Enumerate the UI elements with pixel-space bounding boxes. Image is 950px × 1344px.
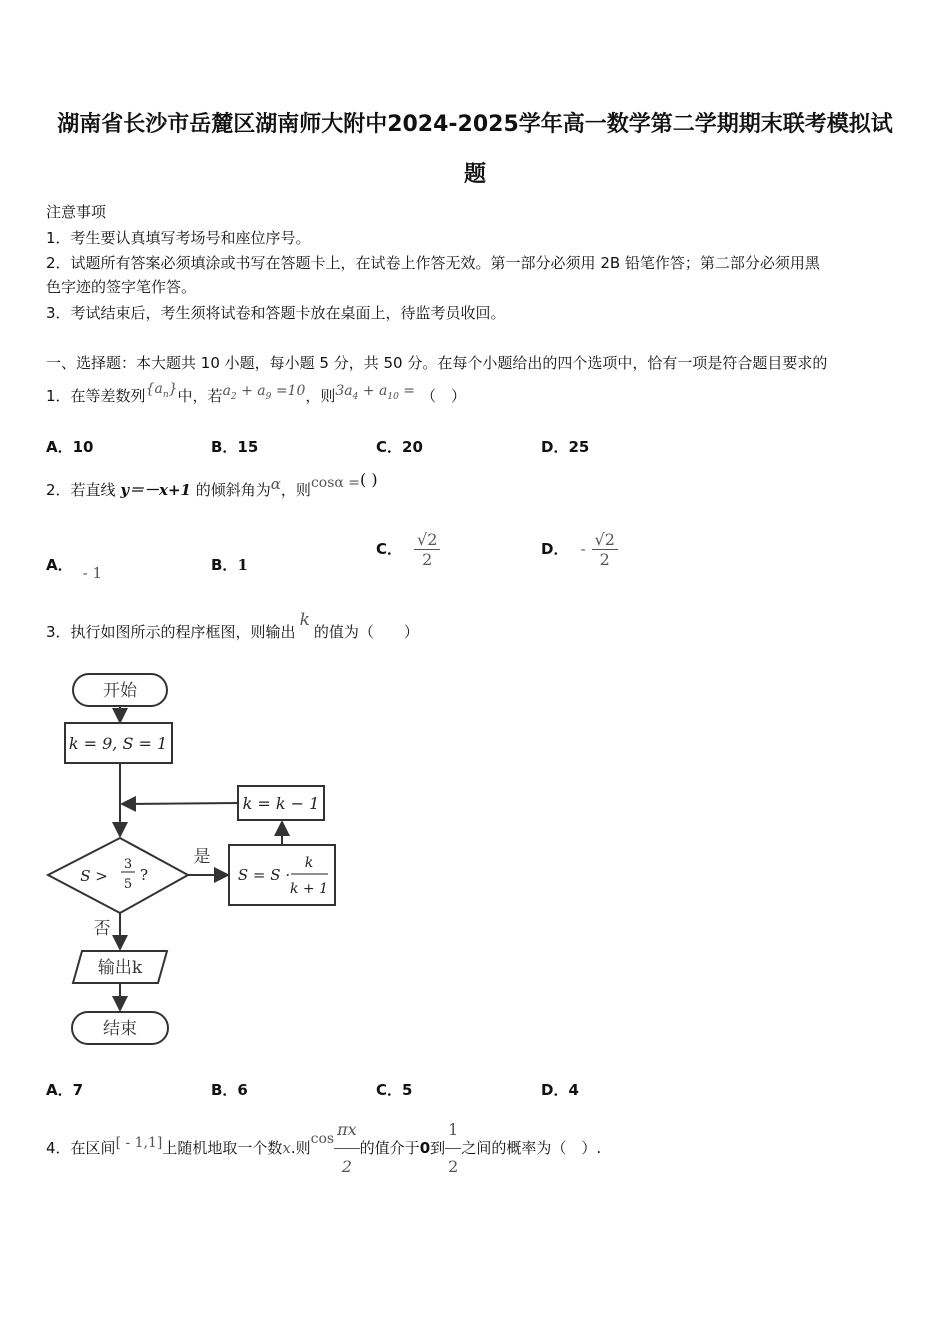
q1-option-b[interactable]: B．15: [211, 438, 259, 456]
q4-fraction: $\frac{\pi x}{2}$: [334, 1112, 360, 1185]
q4-zero: 0: [419, 1139, 431, 1157]
flow-condition-q: ?: [139, 866, 149, 884]
q1-expression: $3a_4 + a_{10}$ =: [335, 383, 416, 402]
q1-sequence: $\{a_n\}$: [145, 381, 178, 400]
question-1: [46, 378, 466, 421]
q4-var-x: x: [282, 1139, 291, 1157]
q4-text-f: 之间的概率为（ ）.: [461, 1139, 602, 1157]
q3-number: 3．: [46, 623, 71, 641]
q3-var-k: k: [299, 610, 310, 630]
q2-text-b: 的倾斜角为: [191, 481, 271, 499]
notice-item-1: 1．考生要认真填写考场号和座位序号。: [46, 229, 311, 247]
q1-option-a[interactable]: A．10: [46, 438, 94, 456]
q3-option-d[interactable]: D．4: [541, 1081, 579, 1099]
q1-condition: $a_2 + a_9 =10$: [222, 383, 306, 402]
q4-cos: cos: [310, 1131, 335, 1147]
question-2: [46, 472, 378, 509]
question-4: [46, 1112, 601, 1185]
q2-answer-paren: ( ): [360, 470, 378, 489]
question-3: [46, 610, 419, 650]
q4-text-d: 的值介于: [359, 1139, 420, 1157]
q2-number: 2．: [46, 481, 71, 499]
q4-interval: [ - 1,1]: [115, 1135, 163, 1151]
q1-option-c[interactable]: C．20: [376, 438, 423, 456]
notice-item-2-cont: 色字迹的签字笔作答。: [46, 278, 197, 296]
flow-no-label: 否: [93, 919, 111, 939]
q4-text-c: .则: [290, 1139, 311, 1157]
q2-alpha: α: [270, 475, 281, 493]
flow-condition-diamond: [48, 838, 188, 913]
flow-condition-left: S >: [80, 867, 108, 885]
q4-half: $\frac{1}{2}$: [445, 1112, 461, 1185]
flow-assign-den: k + 1: [289, 881, 329, 897]
flow-assign-left: S = S ·: [237, 866, 291, 884]
q3-text-b: 的值为（ ）: [313, 623, 419, 641]
q2-expression: cosα =: [310, 475, 361, 491]
flow-assign-num: k: [304, 855, 314, 871]
q2-line-equation: y＝－x+1: [120, 481, 191, 499]
flow-init-label: k = 9, S = 1: [68, 734, 168, 753]
q1-text-b: 中，若: [177, 387, 223, 405]
flow-yes-label: 是: [193, 847, 211, 867]
q3-option-b[interactable]: B．6: [211, 1081, 248, 1099]
q1-option-d[interactable]: D．25: [541, 438, 590, 456]
q3-option-a[interactable]: A．7: [46, 1081, 84, 1099]
q2-text-a: 若直线: [70, 481, 121, 499]
section-header: 一、选择题：本大题共 10 小题，每小题 5 分，共 50 分。在每个小题给出的四个选项中，恰有一项是符合题目要求的: [46, 354, 828, 372]
page-title-line1: 湖南省长沙市岳麓区湖南师大附中2024-2025学年高一数学第二学期期末联考模拟试: [57, 112, 893, 137]
flow-condition-num: 3: [123, 857, 133, 872]
flow-end-label: 结束: [103, 1019, 137, 1039]
q3-text-a: 执行如图所示的程序框图，则输出: [70, 623, 296, 641]
q2-text-c: ，则: [280, 481, 311, 499]
q3-option-c[interactable]: C．5: [376, 1081, 413, 1099]
q4-text-a: 在区间: [70, 1139, 116, 1157]
flow-output-label: 输出k: [97, 958, 143, 978]
flow-start-label: 开始: [103, 681, 137, 701]
q2-option-a[interactable]: A． - 1: [46, 556, 102, 582]
q2-option-c[interactable]: C． $\frac{√2}{2}$: [376, 530, 440, 569]
program-flowchart: [40, 668, 360, 1053]
q4-number: 4．: [46, 1139, 71, 1157]
q1-text-a: 在等差数列: [70, 387, 146, 405]
q4-text-e: 到: [430, 1139, 446, 1157]
q1-answer-paren: （ ）: [421, 387, 467, 405]
page-title-line2: 题: [463, 162, 486, 187]
q1-number: 1．: [46, 387, 71, 405]
notice-item-3: 3．考试结束后，考生须将试卷和答题卡放在桌面上，待监考员收回。: [46, 304, 506, 322]
notice-item-2: 2．试题所有答案必须填涂或书写在答题卡上，在试卷上作答无效。第一部分必须用 2B 铅笔作答；第二部分必须用黑: [46, 254, 820, 272]
notice-heading: 注意事项: [46, 203, 107, 221]
flow-condition-den: 5: [123, 877, 133, 892]
q1-text-c: ，则: [305, 387, 336, 405]
q4-text-b: 上随机地取一个数: [162, 1139, 283, 1157]
q2-option-b[interactable]: B．1: [211, 556, 248, 574]
flow-update-k-label: k = k − 1: [242, 794, 320, 813]
q2-option-d[interactable]: D． - $\frac{√2}{2}$: [541, 530, 618, 569]
